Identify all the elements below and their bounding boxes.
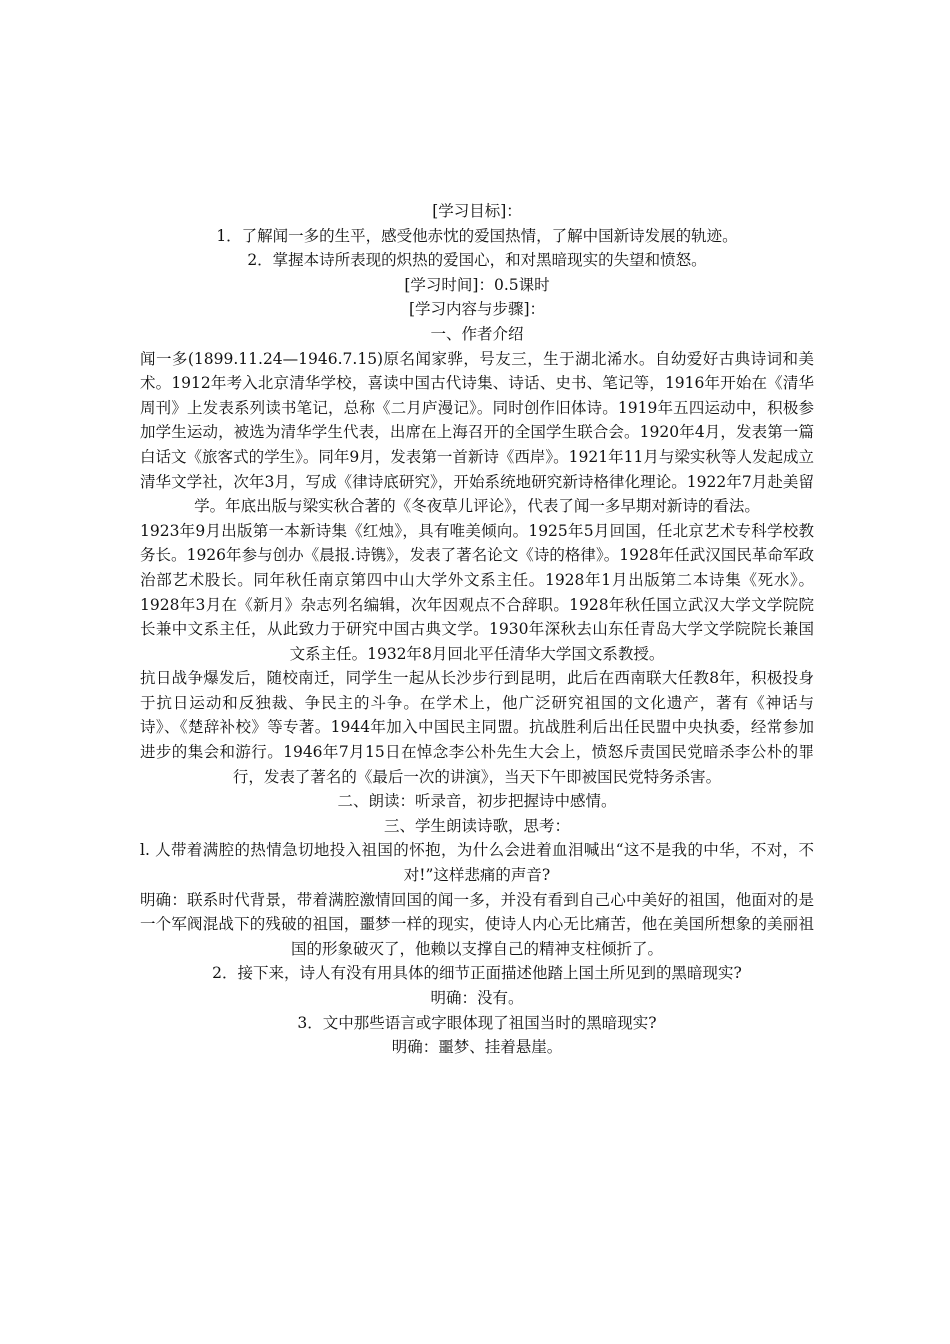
question-3: 3．文中那些语言或字眼体现了祖国当时的黑暗现实? xyxy=(297,1013,657,1032)
biography-paragraph-2: 1923年9月出版第一本新诗集《红烛》，具有唯美倾向。1925年5月回国，任北京艺术专科学校教务长。1926年参与创办《晨报.诗镌》，发表了著名论文《诗的格律》。1928年任武汉国民革命军政治部艺术股长。同年秋任南京第四中山大学外文系主任。1928年1月出版第二本诗集《死水》。1928年3月在《新月》杂志列名编辑，次年因观点不合辞职。1928年秋任国立武汉大学文学院院长兼中文系主任，从此致力于研究中国古典文学。1930年深秋去山东任青岛大学文学院院长兼国文系主任。1932年8月回北平任清华大学国文系教授。 xyxy=(140,521,814,663)
study-time: [学习时间]：0.5课时 xyxy=(404,275,550,294)
question-1: l. 人带着满腔的热情急切地投入祖国的怀抱，为什么会进着血泪喊出“这不是我的中华，不对，不对!”这样悲痛的声音? xyxy=(140,841,814,885)
answer-2: 明确：没有。 xyxy=(430,989,524,1007)
goal-item-1: 1．了解闻一多的生平，感受他赤忱的爱国热情，了解中国新诗发展的轨迹。 xyxy=(216,226,738,245)
goals-heading: [学习目标]： xyxy=(432,202,522,220)
section-heading-reading: 二、朗读：听录音，初步把握诗中感情。 xyxy=(337,792,617,811)
steps-heading: [学习内容与步骤]： xyxy=(408,300,546,319)
answer-1: 明确：联系时代背景，带着满腔激情回国的闻一多，并没有看到自己心中美好的祖国，他面对的是一个军阀混战下的残破的祖国，噩梦一样的现实，使诗人内心无比痛苦，他在美国所想象的美丽祖国的形象破灭了，他赖以支撑自己的精神支柱倾折了。 xyxy=(140,890,814,958)
document-body xyxy=(140,199,814,1060)
goal-item-2: 2．掌握本诗所表现的炽热的爱国心，和对黑暗现实的失望和愤怒。 xyxy=(247,251,707,270)
question-2: 2．接下来，诗人有没有用具体的细节正面描述他踏上国土所见到的黑暗现实? xyxy=(212,964,742,983)
answer-3: 明确：噩梦、挂着悬崖。 xyxy=(391,1038,563,1057)
section-heading-thinking: 三、学生朗读诗歌，思考： xyxy=(383,816,570,835)
section-heading-author: 一、作者介绍 xyxy=(430,324,524,343)
biography-paragraph-1: 闻一多(1899.11.24—1946.7.15)原名闻家骅，号友三，生于湖北浠水。自幼爱好古典诗词和美术。1912年考入北京清华学校，喜读中国古代诗集、诗话、史书、笔记等，1916年开始在《清华周刊》上发表系列读书笔记，总称《二月庐漫记》。同时创作旧体诗。1919年五四运动中，积极参加学生运动，被选为清华学生代表，出席在上海召开的全国学生联合会。1920年4月，发表第一篇白话文《旅客式的学生》。同年9月，发表第一首新诗《西岸》。1921年11月与梁实秋等人发起成立清华文学社，次年3月，写成《律诗底研究》，开始系统地研究新诗格律化理论。1922年7月赴美留学。年底出版与梁实秋合著的《冬夜草儿评论》，代表了闻一多早期对新诗的看法。 xyxy=(140,349,814,516)
biography-paragraph-3: 抗日战争爆发后，随校南迁，同学生一起从长沙步行到昆明，此后在西南联大任教8年，积极投身于抗日运动和反独裁、争民主的斗争。在学术上，他广泛研究祖国的文化遗产，著有《神话与诗》、《楚辞补校》等专著。1944年加入中国民主同盟。抗战胜利后出任民盟中央执委，经常参加进步的集会和游行。1946年7月15日在悼念李公朴先生大会上，愤怒斥责国民党暗杀李公朴的罪行，发表了著名的《最后一次的讲演》，当天下午即被国民党特务杀害。 xyxy=(140,669,814,786)
